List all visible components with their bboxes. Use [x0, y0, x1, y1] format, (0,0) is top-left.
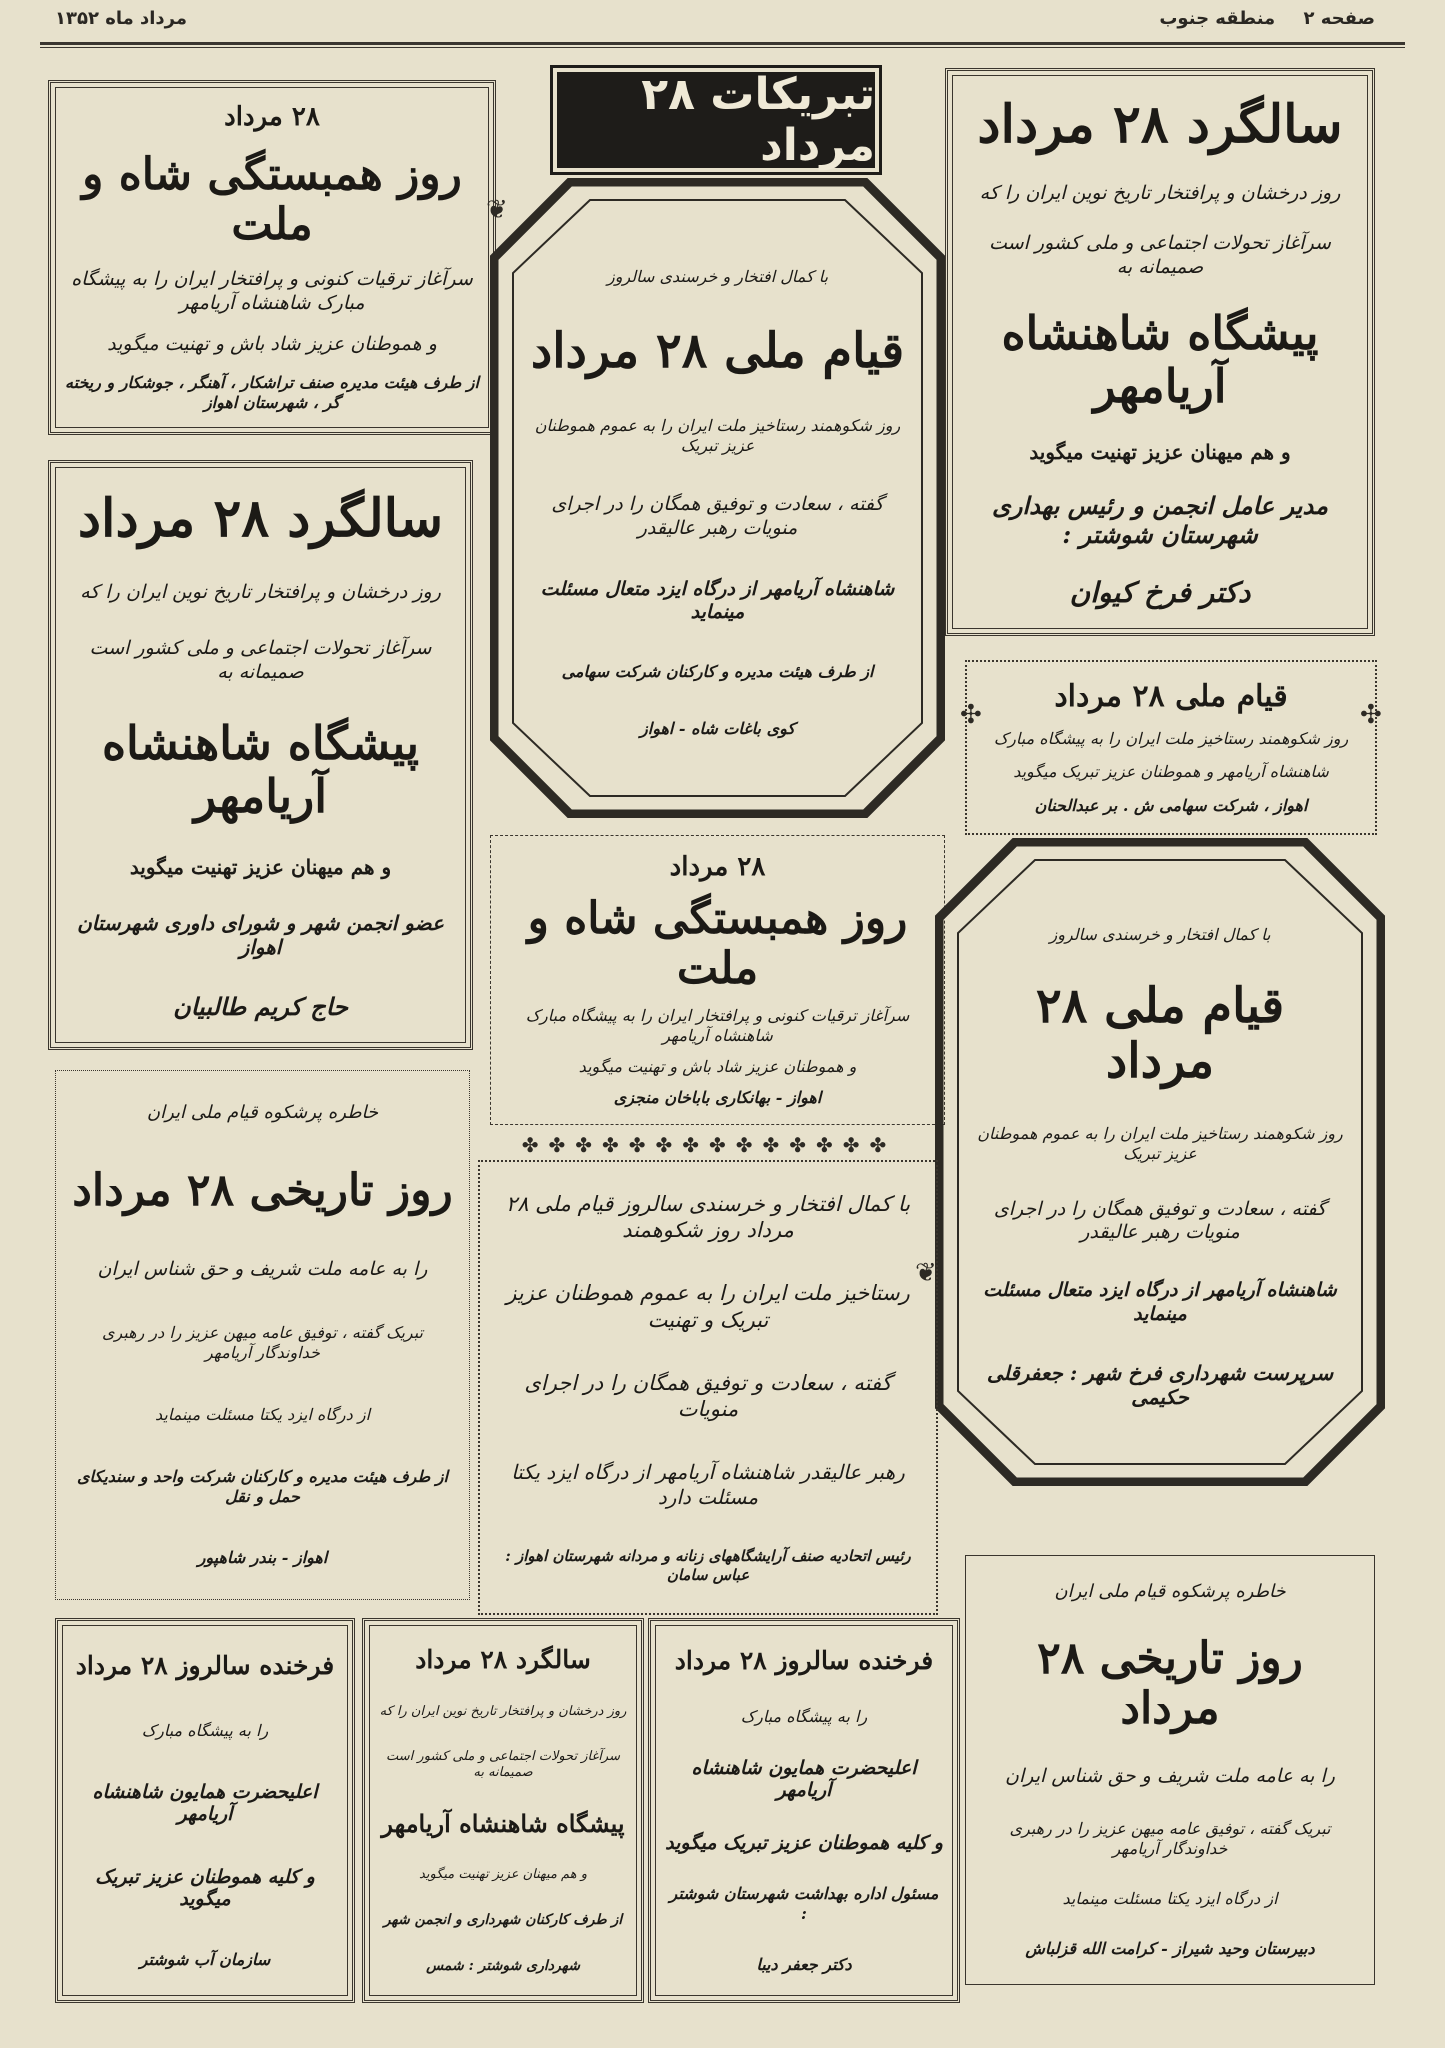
ornament-icon: ✣: [960, 700, 982, 730]
page-banner: تبریکات ۲۸ مرداد: [557, 72, 875, 168]
ad-signature: سرپرست شهرداری فرخ شهر : جعفرقلی حکیمی: [986, 1360, 1334, 1409]
ad-title: روز همبستگی شاه و ملت: [82, 148, 462, 251]
page-section: [1137, 8, 1375, 29]
ad-title: سالگرد ۲۸ مرداد: [415, 1645, 591, 1675]
ad-subtitle: را به پیشگاه مبارک: [740, 1706, 868, 1726]
ad-body: و هموطنان عزیز شاد باش و تهنیت میگوید: [578, 1057, 857, 1077]
ad-national-uprising-1: [490, 178, 945, 818]
ad-body: گفته ، سعادت و توفیق همگان را در اجرای منویات: [524, 1370, 892, 1422]
ad-body: شاهنشاه آریامهر از درگاه ایزد متعال مسئلت مینماید: [540, 577, 895, 624]
ornament-icon: ❦: [915, 1258, 937, 1288]
ad-signature: از طرف هیئت مدیره صنف تراشکار ، آهنگر ، جوشکار و ریخته گر ، شهرستان اهواز: [65, 373, 479, 413]
ad-title: سالگرد ۲۸ مرداد: [77, 488, 444, 550]
ad-body: از درگاه ایزد یکتا مسئلت مینماید: [154, 1405, 371, 1425]
ad-signature: دکتر فرخ کیوان: [1069, 576, 1251, 610]
header-rule: [40, 42, 1405, 45]
ad-signature: از طرف هیئت مدیره و کارکنان شرکت سهامی: [561, 662, 874, 682]
ad-shah-nation-day-1: [48, 80, 496, 435]
ad-body: و هموطنان عزیز شاد باش و تهنیت میگوید: [107, 332, 437, 355]
section-name: منطقه جنوب: [1159, 8, 1276, 29]
ad-body: و هم میهنان عزیز تهنیت میگوید: [1029, 440, 1291, 465]
ad-signature: شهرداری شوشتر : شمس: [426, 1958, 580, 1975]
ad-signature: کوی باغات شاه - اهواز: [640, 719, 795, 739]
ad-body: و هم میهنان عزیز تهنیت میگوید: [129, 855, 392, 880]
ad-auspicious-anniversary-2: [648, 1618, 960, 2003]
ad-signature: از طرف هیئت مدیره و کارکنان شرکت واحد و سندیکای حمل و نقل: [77, 1466, 448, 1506]
ad-signature: مدیر عامل انجمن و رئیس بهداری شهرستان شوشتر :: [992, 491, 1328, 550]
ad-intro: خاطره پرشکوه قیام ملی ایران: [1054, 1581, 1286, 1603]
ad-body: روز درخشان و پرافتخار تاریخ نوین ایران را که: [80, 581, 441, 604]
page-number: صفحه ۲: [1303, 8, 1375, 29]
ad-body: روز درخشان و پرافتخار تاریخ نوین ایران را که: [379, 1703, 627, 1719]
ad-body: را به عامه ملت شریف و حق شناس ایران: [1005, 1764, 1335, 1787]
ad-body: روز شکوهمند رستاخیز ملت ایران را به عموم هموطنان عزیز تبریک: [534, 415, 901, 455]
ad-date: ۲۸ مرداد: [669, 851, 766, 882]
ad-headline: پیشگاه شاهنشاه آریامهر: [1001, 306, 1319, 413]
ad-intro: با کمال افتخار و خرسندی سالروز: [1049, 925, 1271, 945]
ad-national-uprising-2: [965, 660, 1377, 835]
ad-intro: خاطره پرشکوه قیام ملی ایران: [146, 1101, 379, 1123]
ad-subtitle: را به پیشگاه مبارک: [141, 1721, 269, 1741]
ad-signature: اهواز - بهانکاری باباخان منجزی: [613, 1088, 822, 1108]
ad-signature: سازمان آب شوشتر: [139, 1949, 271, 1969]
ad-auspicious-anniversary-1: [55, 1618, 355, 2003]
ad-body: از درگاه ایزد یکتا مسئلت مینماید: [1062, 1888, 1278, 1908]
ad-body: با کمال افتخار و خرسندی سالروز قیام ملی ۲۸ مرداد روز شکوهمند: [505, 1191, 911, 1242]
ad-body: تبریک گفته ، توفیق عامه میهن عزیز را در رهبری خداوندگار آریامهر: [101, 1323, 424, 1363]
ornament-row: ✤✤✤✤✤✤✤✤✤✤✤✤✤✤: [521, 1133, 897, 1157]
ad-date: ۲۸ مرداد: [224, 101, 320, 132]
ad-body: سرآغاز تحولات اجتماعی و ملی کشور است صمیمانه به: [89, 637, 432, 684]
ad-body: سرآغاز تحولات اجتماعی و ملی کشور است صمیمانه به: [989, 232, 1331, 279]
ad-historic-day-2: [965, 1555, 1375, 1985]
ad-body: روز شکوهمند رستاخیز ملت ایران را به عموم هموطنان عزیز تبریک: [977, 1123, 1343, 1163]
ad-anniversary-3: [362, 1618, 644, 2003]
ad-body: رستاخیز ملت ایران را به عموم هموطنان عزیز تبریک و تهنیت: [506, 1281, 910, 1332]
ad-body: روز شکوهمند رستاخیز ملت ایران را به پیشگاه مبارک: [993, 728, 1349, 748]
ad-signature: دکتر جعفر دیبا: [756, 1954, 852, 1974]
ad-body: گفته ، سعادت و توفیق همگان را در اجرای منویات رهبر عالیقدر: [551, 493, 884, 539]
ad-title: روز تاریخی ۲۸ مرداد: [1037, 1632, 1303, 1735]
ad-title: روز تاریخی ۲۸ مرداد: [72, 1164, 453, 1216]
ad-anniversary-2: [48, 460, 473, 1050]
ad-anniversary-1: [945, 68, 1375, 636]
ad-body: گفته ، سعادت و توفیق همگان را در اجرای منویات رهبر عالیقدر: [993, 1197, 1327, 1244]
ad-body: شاهنشاه آریامهر و هموطنان عزیز تبریک میگوید: [1013, 762, 1329, 782]
ad-body: روز درخشان و پرافتخار تاریخ نوین ایران را که: [979, 181, 1341, 204]
ad-title: قیام ملی ۲۸ مرداد: [530, 322, 905, 379]
ad-intro: با کمال افتخار و خرسندی سالروز: [607, 266, 829, 286]
ad-signature: دبیرستان وحید شیراز - کرامت الله قزلباش: [1025, 1938, 1315, 1958]
ad-title: فرخنده سالروز ۲۸ مرداد: [674, 1646, 934, 1676]
ad-body: سرآغاز ترقیات کنونی و پرافتخار ایران را به پیشگاه مبارک شاهنشاه آریامهر: [525, 1006, 910, 1046]
ad-signature: از طرف کارکنان شهرداری و انجمن شهر: [383, 1912, 623, 1929]
issue-date: مرداد ماه ۱۳۵۲: [55, 8, 188, 29]
ad-signature: عضو انجمن شهر و شورای داوری شهرستان اهواز: [77, 911, 444, 960]
ad-signature: حاج کریم طالبیان: [173, 991, 348, 1021]
header-rule-thin: [40, 47, 1405, 48]
ad-national-uprising-3: [935, 838, 1385, 1486]
ad-body: شاهنشاه آریامهر از درگاه ایزد متعال مسئلت مینماید: [983, 1279, 1337, 1326]
ad-signature: اهواز - بندر شاهپور: [197, 1548, 328, 1568]
ad-body: و کلیه هموطنان عزیز تبریک میگوید: [665, 1831, 943, 1854]
ad-body: اعلیحضرت همایون شاهنشاه آریامهر: [691, 1757, 917, 1802]
ad-signature: مسئول اداره بهداشت شهرستان شوشتر :: [669, 1884, 939, 1924]
ad-body: سرآغاز ترقیات کنونی و پرافتخار ایران را به پیشگاه مبارک شاهنشاه آریامهر: [71, 268, 473, 314]
ad-barbers-union: [478, 1160, 938, 1615]
ornament-icon: ❦: [486, 195, 508, 225]
ad-body: و کلیه هموطنان عزیز تبریک میگوید: [95, 1865, 315, 1910]
ad-shah-nation-day-2: [490, 835, 945, 1125]
ad-historic-day-1: [55, 1070, 470, 1600]
ad-signature: رئیس اتحادیه صنف آرایشگاههای زنانه و مردانه شهرستان اهواز : عباس سامان: [505, 1546, 911, 1584]
ad-title: قیام ملی ۲۸ مرداد: [1054, 678, 1288, 714]
ad-title: قیام ملی ۲۸ مرداد: [1035, 978, 1285, 1090]
ad-signature: اهواز ، شرکت سهامی ش . بر عبدالحنان: [1034, 796, 1308, 816]
ad-body: و هم میهنان عزیز تهنیت میگوید: [419, 1867, 587, 1883]
ad-body: رهبر عالیقدر شاهنشاه آریامهر از درگاه ایزد یکتا مسئلت دارد: [511, 1459, 905, 1509]
ad-body: تبریک گفته ، توفیق عامه میهن عزیز را در رهبری خداوندگار آریامهر: [1009, 1818, 1331, 1858]
ad-body: اعلیحضرت همایون شاهنشاه آریامهر: [92, 1781, 318, 1826]
ad-title: روز همبستگی شاه و ملت: [527, 892, 908, 995]
ornament-icon: ✣: [1360, 700, 1382, 730]
ad-body: را به عامه ملت شریف و حق شناس ایران: [97, 1258, 428, 1281]
ad-title: فرخنده سالروز ۲۸ مرداد: [75, 1651, 335, 1681]
ad-headline: پیشگاه شاهنشاه آریامهر: [101, 716, 420, 823]
ad-title: سالگرد ۲۸ مرداد: [977, 93, 1343, 155]
ad-body: سرآغاز تحولات اجتماعی و ملی کشور است صمیمانه به: [386, 1748, 620, 1780]
ad-headline: پیشگاه شاهنشاه آریامهر: [381, 1808, 625, 1838]
